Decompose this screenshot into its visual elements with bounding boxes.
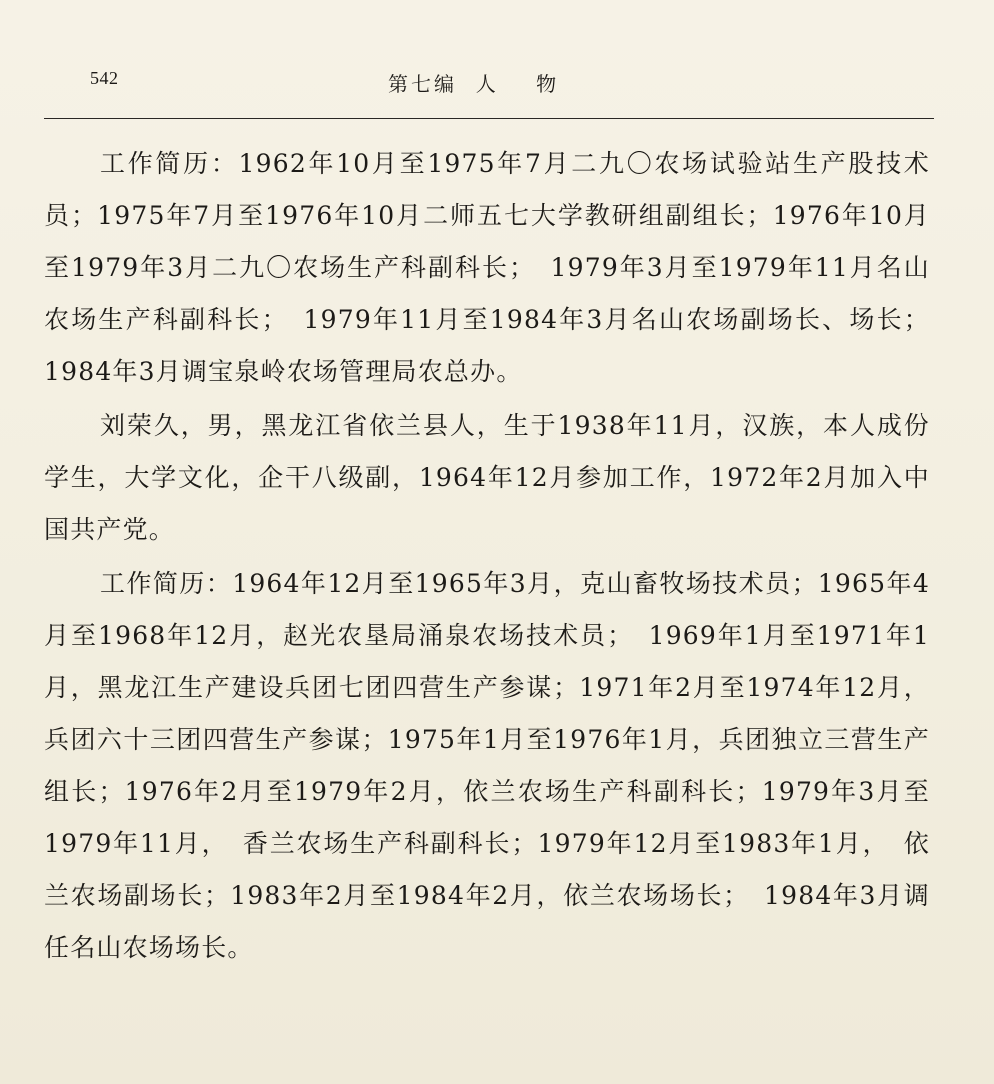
paragraph-biography-liu-rongjiu: 刘荣久，男，黑龙江省依兰县人，生于1938年11月，汉族，本人成份学生，大学文化，企干八级副，1964年12月参加工作，1972年2月加入中国共产党。: [44, 411, 930, 544]
body-text: [44, 138, 930, 974]
chapter-title: 第七编 人 物: [388, 72, 560, 96]
header-divider: [44, 118, 934, 119]
page-header: [90, 68, 920, 100]
paragraph-work-history-1: 工作简历：1962年10月至1975年7月二九〇农场试验站生产股技术员；1975年7月至1976年10月二师五七大学教研组副组长；1976年10月至1979年3月二九〇农场生产科副科长； 1979年3月至1979年11月名山农场生产科副科长； 1979年11月至1984年3月名山农场副场长、场长；1984年3月调宝泉岭农场管理局农总办。: [44, 149, 930, 386]
paragraph-work-history-2: 工作简历：1964年12月至1965年3月，克山畜牧场技术员；1965年4月至1968年12月，赵光农垦局涌泉农场技术员； 1969年1月至1971年1月，黑龙江生产建设兵团七团四营生产参谋；1971年2月至1974年12月，兵团六十三团四营生产参谋；1975年1月至1976年1月，兵团独立三营生产组长；1976年2月至1979年2月，依兰农场生产科副科长；1979年3月至1979年11月， 香兰农场生产科副科长；1979年12月至1983年1月， 依兰农场副场长；1983年2月至1984年2月，依兰农场场长； 1984年3月调任名山农场场长。: [44, 569, 930, 962]
page-number: 542: [90, 68, 119, 88]
